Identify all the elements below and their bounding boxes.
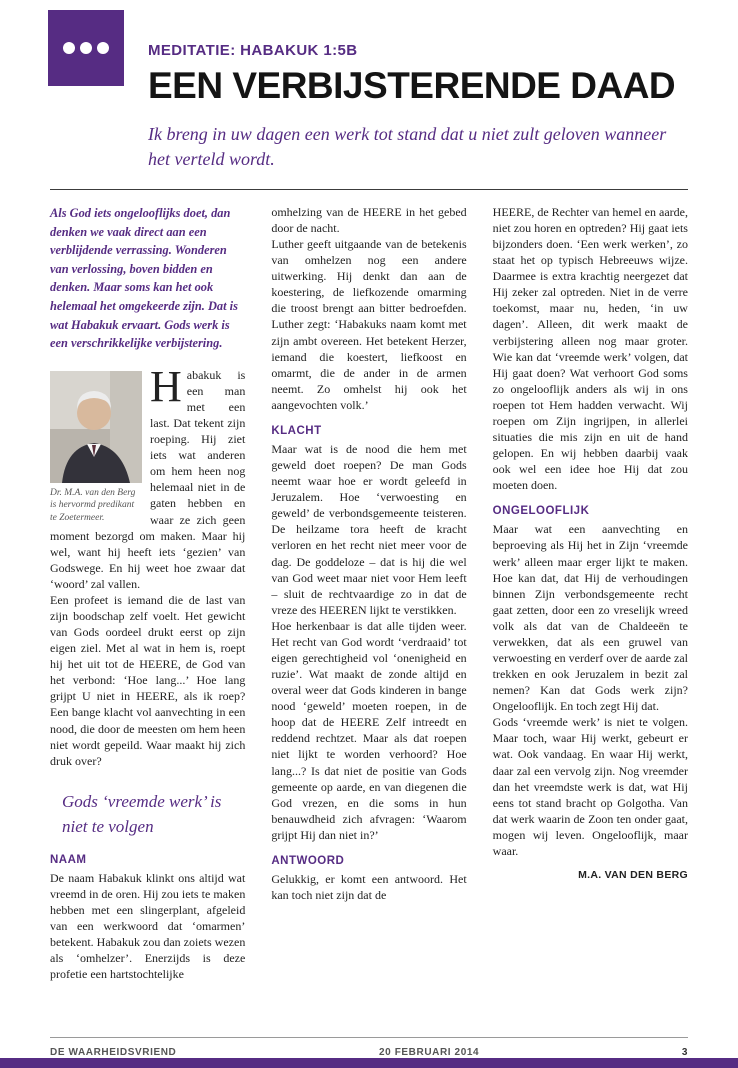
page-footer — [0, 1037, 738, 1058]
body-paragraph: Gelukkig, er komt een antwoord. Het kan toch niet zijn dat de — [271, 871, 467, 902]
body-paragraph: HEERE, de Rechter van hemel en aarde, niet zou horen en optreden? Hij gaat iets bijzonders doen. ‘Een werk werken’, zo staat het op typisch Hebreeuws wijze. Daarmee is extra krachtig neergezet dat Hij zeker zal optreden. Niet in de verre toekomst, maar nu, heden, ‘in uw dagen’. Alleen, dit werk maakt de verbijstering alleen nog maar groter. Wie kan dat ‘vreemde werk’ volgen, dat Hij gaat doen? Wat verhoort God soms zo ongelooflijk anders als wij in ons roepen tot Hem hadden verwacht. Wij roepen om Zijn ingrijpen, in allerlei situaties die mis zijn en uit de hand gelopen. En wij hebben daarbij vaak ook wel een idee hoe Hij dat zou moeten doen. — [492, 204, 688, 493]
dropcap: H — [150, 361, 182, 411]
footer-page-number: 3 — [681, 1047, 688, 1058]
author-photo-caption: Dr. M.A. van den Berg is hervormd predikant te Zoetermeer. — [50, 487, 136, 523]
body-paragraph: Luther geeft uitgaande van de betekenis van omhelzen nog een andere uitwerking. Hij denkt dan aan de koestering, de liefkozende omarming die troost brengt aan bitter bedroefden. Luther zegt: ‘Habakuks naam komt met zijn ambt overeen. Het betekent Herzer, iemand die koestert, liefkoost en omarmt, die de ander in de armen neemt. Zo omhelst hij ook het aangevochten volk.’ — [271, 237, 467, 412]
footer-divider — [50, 1037, 688, 1038]
body-paragraph: Maar wat is de nood die hem met geweld doet roepen? De man Gods neemt waar hoe er wordt geleefd in Jeruzalem. Hoe ‘verwoesting en geweld’ de verbondsgemeente teisteren. De heilzame tora heeft de kracht verloren en het recht niet meer voor de dag. De goddeloze – dat is hij die wel van God weet maar niet voor Hem leeft – sluit de rechtvaardige zo in dat de vreze des HEEREN lijkt te verstikken. — [271, 441, 467, 617]
body-paragraph: Maar wat een aanvechting en beproeving als Hij het in Zijn ‘vreemde werk’ alleen maar erger lijkt te maken. Hoe kan dat, dat Hij de verhoudingen binnen Zijn verbondsgemeente recht gaat zetten, door een zo vreselijk wreed volk als dat van de Chaldeeën te verwekken, dat als een gruwel van verwoesting en verderf over de aarde zal trekken en ook Jeruzalem in bezit zal nemen? Kan dat Gods werk zijn? Ongelooflijk. En toch zegt Hij dat. — [492, 522, 688, 714]
section-heading-antwoord: ANTWOORD — [271, 854, 345, 867]
body-text: abakuk is een man met een last. Dat tekent zijn roeping. Hij ziet iets wat anderen om hem heen nog helemaal niet in de gaten hebben en waar ze zich geen moment bezorgd om maken. Maar hij wel, want hij heeft iets ‘gezien’ van Godswege. En hij weet hoe zwaar dat ‘woord’ zal vallen. — [50, 367, 246, 591]
pull-quote: Gods ‘vreemde werk’ is niet te volgen — [62, 791, 222, 837]
publication-logo — [48, 10, 124, 86]
logo-dot-icon — [80, 42, 92, 54]
article-columns — [0, 190, 738, 992]
body-paragraph: De naam Habakuk klinkt ons altijd wat vreemd in de oren. Hij zou iets te maken hebben met een slingerplant, afgeleid van een werkwoord dat ‘omarmen’ betekent. Habakuk zou dan zoiets wezen als ‘omhelzer’. Enerzijds is deze profetie een hartstochtelijke — [50, 870, 246, 982]
footer-accent-bar — [0, 1058, 738, 1068]
body-paragraph: Een profeet is iemand die de last van zijn boodschap zelf voelt. Het gewicht van Gods oordeel drukt eerst op zijn eigen ziel. Met al wat in hem is, roept hij het uit tot de HEERE, de God van het verbond: ‘Hoe lang...’ Hoe lang grijpt U niet in HEERE, als ik roep? Een bange klacht vol aanvechting in een nood, die door de meesten om hem heen niet wordt gepeild. Waar maakt hij zich druk over? — [50, 592, 246, 768]
masthead — [0, 0, 738, 173]
logo-dot-icon — [97, 42, 109, 54]
body-paragraph: Gods ‘vreemde werk’ is niet te volgen. Maar toch, waar Hij werkt, gebeurt er wat. Ook vandaag. En waar Hij werkt, daar zal een vervolg zijn. Nog vreemder dan het vreemdste werk is dat, wat Hij eens tot stand bracht op Golgotha. Van dat werk waarin de Zoon ten onder gaat, mogen wij leven. Ongelooflijk, maar waar. — [492, 715, 688, 858]
column-left — [50, 204, 245, 992]
footer-row — [0, 1047, 738, 1058]
logo-dot-icon — [63, 42, 75, 54]
section-heading-ongelooflijk: ONGELOOFLIJK — [492, 505, 590, 518]
section-heading-klacht: KLACHT — [271, 424, 322, 437]
column-right — [493, 204, 688, 992]
author-photo — [50, 371, 142, 483]
section-heading-naam: NAAM — [50, 853, 87, 866]
article-title: EEN VERBIJSTERENDE DAAD — [148, 65, 676, 106]
intro-paragraph: Als God iets ongelooflijks doet, dan denken we vaak direct aan een verblijdende verrassing. Wonderen van verlossing, boven bidden en denken. Maar soms kan het ook helemaal het omgekeerde zijn. Dat is wat Habakuk ervaart. Gods werk is een verschrikkelijke verbijstering. — [50, 205, 238, 351]
body-paragraph: Hoe herkenbaar is dat alle tijden weer. Het recht van God wordt ‘verdraaid’ tot eigen gerechtigheid vol ‘onenigheid en ruzie’. Wat maakt de zonde altijd en overal weer dat Gods kinderen in bange nood ‘geweld’ moeten roepen, in de hoop dat de HEERE Zelf intreedt en reddend rechtzet. Maar als dat roepen niet lijkt te worden verhoord? Hoe lang...? Is dat niet de positie van Gods gemeente op aarde, en van diegenen die God vrezen, en die soms in hun benauwdheid zich afvragen: ‘Waarom grijpt Hij dan niet in?’ — [271, 618, 467, 842]
footer-date: 20 FEBRUARI 2014 — [379, 1047, 480, 1058]
article-subtitle: Ik breng in uw dagen een werk tot stand dat u niet zult geloven wanneer het verteld wordt. — [148, 123, 667, 170]
body-paragraph: omhelzing van de HEERE in het gebed door de nacht. — [271, 204, 467, 236]
author-byline: M.A. VAN DEN BERG — [578, 868, 688, 881]
author-photo-figure — [50, 371, 142, 524]
article-kicker: MEDITATIE: HABAKUK 1:5B — [148, 42, 358, 59]
footer-publication-name: DE WAARHEIDSVRIEND — [50, 1047, 177, 1058]
masthead-text — [148, 10, 688, 173]
column-middle — [271, 204, 466, 992]
